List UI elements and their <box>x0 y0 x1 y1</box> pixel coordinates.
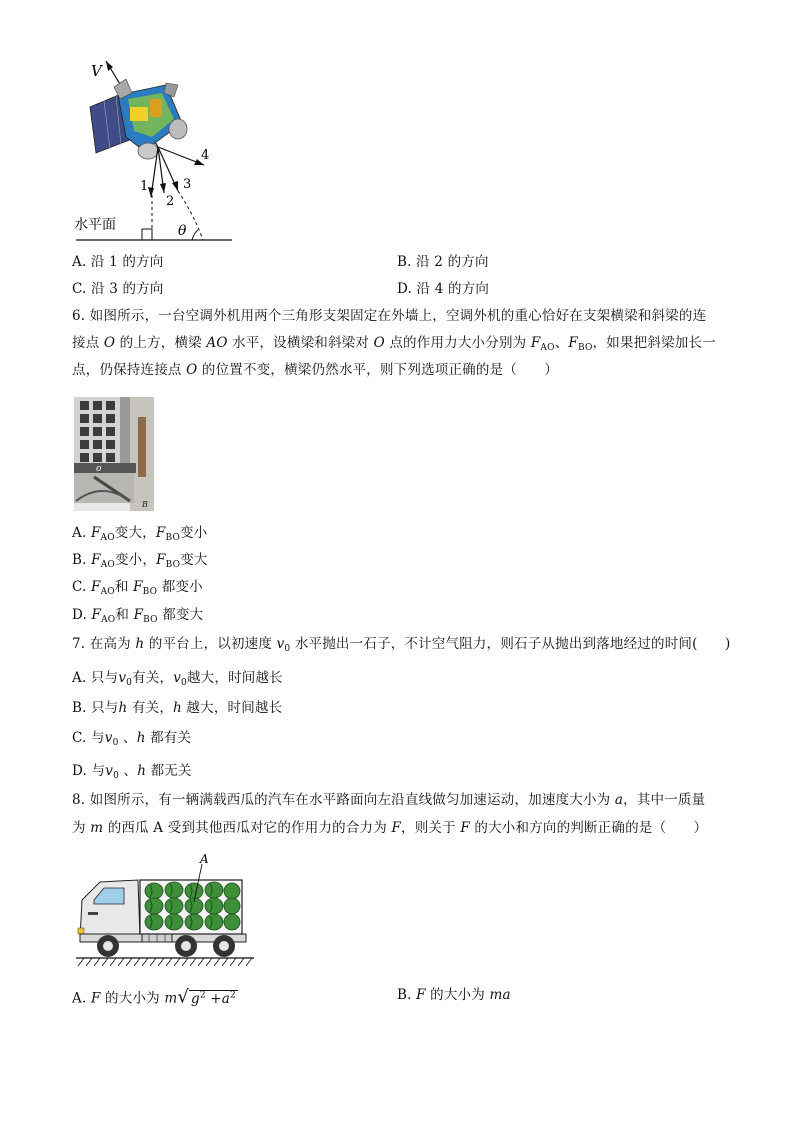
q5-option-d[interactable]: D. 沿 4 的方向 <box>397 281 490 297</box>
right-angle-mark <box>142 229 152 240</box>
direction-label-4: 4 <box>201 148 210 163</box>
watermelon-a-label: A <box>200 852 209 866</box>
q6-stem-line2: 接点 O 的上方，横梁 AO 水平，设横梁和斜梁对 O 点的作用力大小分别为 $F_{AO}$、$F_{BO}$，如果把斜梁加长一 <box>72 335 716 353</box>
q7-option-b[interactable]: B. 只与h 有关，h 越大，时间越长 <box>72 700 283 716</box>
q7-option-d[interactable]: D. 与$v_0$ 、h 都无关 <box>72 763 192 781</box>
direction-label-1: 1 <box>140 179 149 194</box>
q8-option-a[interactable]: A. F 的大小为 m√ $g^2 +a^2$ <box>72 986 236 1008</box>
angle-arc <box>192 230 198 240</box>
velocity-label: V <box>91 62 102 80</box>
q6-option-c[interactable]: C. $F_{AO}$和 $F_{BO}$ 都变小 <box>72 579 203 597</box>
direction-label-2: 2 <box>166 194 175 209</box>
watermelons <box>145 882 240 930</box>
velocity-arrowhead <box>106 61 113 71</box>
q6-option-a[interactable]: A. $F_{AO}$变大，$F_{BO}$变小 <box>72 525 208 543</box>
q5-satellite-figure <box>70 55 245 245</box>
q6-option-b[interactable]: B. $F_{AO}$变小，$F_{BO}$变大 <box>72 552 208 570</box>
theta-label: θ <box>178 223 187 239</box>
q7-stem: 7. 在高为 h 的平台上，以初速度 $v_0$ 水平抛出一石子，不计空气阻力，则石子从抛出到落地经过的时间( ) <box>72 636 731 654</box>
q8-stem-line2: 为 m 的西瓜 A 受到其他西瓜对它的作用力的合力为 F，则关于 F 的大小和方向的判断正确的是（ ） <box>72 820 708 836</box>
q8-truck-figure <box>74 850 259 972</box>
satellite-image <box>90 79 187 159</box>
sqrt-sign: √ <box>177 986 189 1008</box>
q7-option-c[interactable]: C. 与$v_0$ 、h 都有关 <box>72 730 192 748</box>
photo-label-o: o <box>96 464 102 474</box>
q5-option-b[interactable]: B. 沿 2 的方向 <box>397 254 489 270</box>
q8-option-b[interactable]: B. F 的大小为 ma <box>397 987 511 1003</box>
q5-option-c[interactable]: C. 沿 3 的方向 <box>72 281 164 297</box>
q6-option-d[interactable]: D. $F_{AO}$和 $F_{BO}$ 都变大 <box>72 607 204 625</box>
q6-stem-line3: 点，仍保持连接点 O 的位置不变，横梁仍然水平，则下列选项正确的是（ ） <box>72 362 559 378</box>
q7-option-a[interactable]: A. 只与$v_0$有关，$v_0$越大，时间越长 <box>72 670 283 688</box>
ground-label: 水平面 <box>74 217 116 233</box>
direction-label-3: 3 <box>183 177 192 192</box>
q8-stem-line1: 8. 如图所示，有一辆满载西瓜的汽车在水平路面向左沿直线做匀加速运动，加速度大小为 a，其中一质量 <box>72 792 706 808</box>
q5-option-a[interactable]: A. 沿 1 的方向 <box>72 254 164 270</box>
q6-air-conditioner-photo <box>74 397 154 511</box>
photo-label-b: B <box>142 500 148 509</box>
q6-stem-line1: 6. 如图所示，一台空调外机用两个三角形支架固定在外墙上，空调外机的重心恰好在支架横梁和斜梁的连 <box>72 308 707 324</box>
road-hatching <box>78 958 252 966</box>
